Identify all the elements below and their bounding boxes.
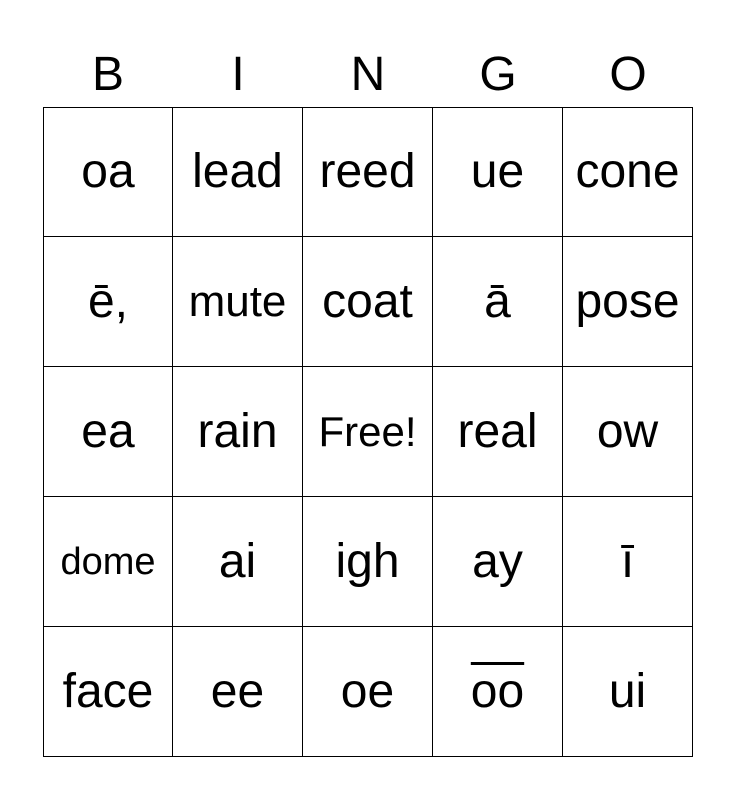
bingo-cell[interactable]: [43, 367, 173, 497]
bingo-cell-text: $\overline{oo}$: [470, 664, 525, 718]
bingo-cell-text: mute: [188, 276, 287, 326]
bingo-cell-text: ui: [608, 664, 647, 718]
bingo-cell-text: ē,: [87, 274, 129, 328]
bingo-cell[interactable]: [173, 627, 303, 757]
bingo-cell-text: ee: [210, 664, 265, 718]
bingo-cell[interactable]: [563, 237, 693, 367]
free-space-cell[interactable]: [303, 367, 433, 497]
bingo-cell[interactable]: [563, 497, 693, 627]
bingo-cell[interactable]: [433, 627, 563, 757]
bingo-cell[interactable]: [563, 627, 693, 757]
bingo-cell-text: lead: [192, 145, 283, 198]
bingo-cell[interactable]: [433, 107, 563, 237]
bingo-cell[interactable]: [303, 237, 433, 367]
bingo-cell-text: oa: [81, 145, 135, 198]
bingo-cell[interactable]: [563, 367, 693, 497]
bingo-cell-text: face: [62, 664, 154, 718]
bingo-cell-text: pose: [575, 274, 680, 328]
bingo-cell-text: Free!: [318, 407, 417, 455]
bingo-cell[interactable]: [433, 237, 563, 367]
header-letter-i: I: [231, 48, 245, 101]
bingo-cell-text: ow: [596, 404, 659, 458]
bingo-header: [43, 42, 693, 108]
bingo-cell-text: ay: [472, 534, 523, 588]
bingo-cell-text: real: [457, 404, 538, 458]
bingo-cell-text: ā: [484, 274, 511, 328]
bingo-cell[interactable]: [303, 107, 433, 237]
bingo-cell[interactable]: [563, 107, 693, 237]
bingo-board: [43, 107, 693, 757]
bingo-cell-text: cone: [575, 145, 680, 198]
bingo-cell-text: reed: [319, 145, 416, 198]
bingo-cell[interactable]: [173, 107, 303, 237]
bingo-cell[interactable]: [433, 497, 563, 627]
bingo-cell[interactable]: [43, 237, 173, 367]
bingo-cell[interactable]: [43, 107, 173, 237]
bingo-cell-text: ue: [470, 145, 525, 198]
bingo-cell-text: ea: [81, 404, 135, 458]
bingo-cell-text: coat: [322, 274, 413, 328]
bingo-cell-text: rain: [197, 404, 278, 458]
header-letter-o: O: [609, 48, 647, 101]
bingo-cell-text: igh: [335, 534, 400, 588]
bingo-cell[interactable]: [173, 497, 303, 627]
bingo-cell[interactable]: [173, 367, 303, 497]
header-letter-g: G: [479, 48, 517, 101]
bingo-cell[interactable]: [173, 237, 303, 367]
bingo-cell-text: ī: [620, 534, 635, 588]
bingo-cell[interactable]: [433, 367, 563, 497]
bingo-cell-text: dome: [60, 540, 156, 583]
bingo-cell[interactable]: [303, 497, 433, 627]
bingo-cell[interactable]: [43, 497, 173, 627]
header-letter-b: B: [91, 48, 124, 101]
bingo-cell[interactable]: [303, 627, 433, 757]
bingo-cell[interactable]: [43, 627, 173, 757]
header-letter-n: N: [350, 48, 386, 101]
bingo-cell-text: oe: [340, 664, 395, 718]
bingo-cell-text: ai: [218, 534, 257, 588]
